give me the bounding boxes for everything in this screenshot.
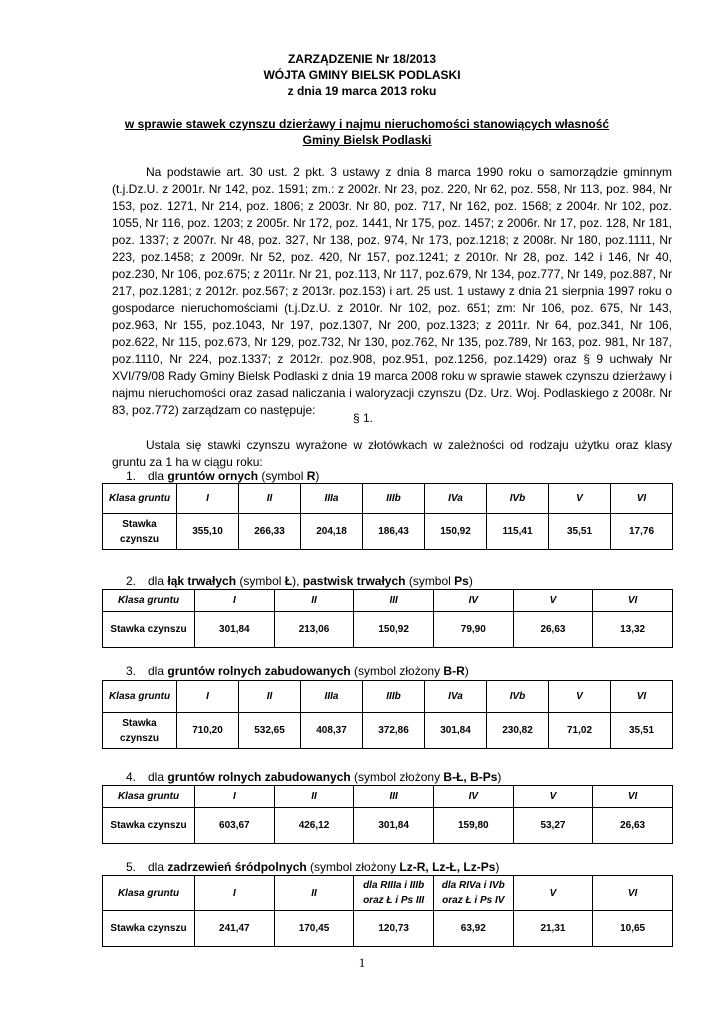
rate-value-cell: 150,92: [354, 612, 434, 648]
category-text: (symbol złożony: [306, 860, 400, 874]
rate-value-cell: 21,31: [513, 911, 593, 947]
table-header-row: [103, 876, 673, 911]
intro-paragraph: Ustala się stawki czynszu wyrażone w złotówkach w zależności od rodzaju użytku oraz klasy gruntu za 1 ha w ciągu roku:: [112, 438, 672, 469]
soil-class-cell: I: [195, 876, 275, 911]
soil-class-cell: V: [513, 786, 593, 808]
category-text: (symbol: [258, 469, 307, 483]
rate-value-cell: 159,80: [433, 808, 513, 844]
category-text: ): [315, 469, 320, 483]
soil-class-cell: V: [549, 681, 611, 713]
soil-class-cell: I: [195, 590, 275, 612]
rate-value-cell: 13,32: [593, 612, 673, 648]
category-number: 1.: [126, 469, 137, 483]
rate-value-cell: 115,41: [487, 514, 549, 550]
category-symbol-secondary: Ps: [454, 574, 469, 588]
soil-class-cell: IVa: [425, 681, 487, 713]
rate-value-cell: 35,51: [549, 514, 611, 550]
soil-class-cell: IIIb: [363, 484, 425, 514]
rate-value-cell: 603,67: [195, 808, 275, 844]
soil-class-cell: V: [513, 590, 593, 612]
soil-class-cell: VI: [593, 876, 673, 911]
soil-class-cell: II: [274, 786, 354, 808]
rate-value-cell: 204,18: [301, 514, 363, 550]
page-number: 1: [358, 955, 366, 970]
category-text: (symbol: [236, 574, 285, 588]
paragraph-mark: § 1.: [352, 411, 373, 425]
rate-label-cell: Stawka czynszu: [103, 514, 177, 550]
soil-class-cell: dla RIIIa i IIIb oraz Ł i Ps III: [354, 876, 434, 911]
soil-class-cell: II: [274, 590, 354, 612]
soil-class-cell: II: [274, 876, 354, 911]
category-symbol: R: [306, 469, 316, 483]
soil-class-cell: dla RIVa i IVb oraz Ł i Ps IV: [433, 876, 513, 911]
category-symbol: B-Ł, B-Ps: [443, 770, 498, 784]
rate-value-cell: 71,02: [549, 713, 611, 749]
soil-class-cell: IIIa: [301, 681, 363, 713]
soil-class-cell: VI: [593, 786, 673, 808]
rate-table: [102, 589, 673, 648]
soil-class-cell: IIIb: [363, 681, 425, 713]
soil-class-cell: IV: [433, 590, 513, 612]
soil-class-cell: III: [354, 786, 434, 808]
rate-value-cell: 426,12: [274, 808, 354, 844]
category-text: ),: [292, 574, 303, 588]
class-label-cell: Klasa gruntu: [103, 786, 195, 808]
category-text: dla: [148, 770, 168, 784]
category-heading: [126, 770, 501, 784]
category-heading: [126, 860, 499, 874]
category-text: ): [468, 574, 473, 588]
category-name-secondary: pastwisk trwałych: [302, 574, 406, 588]
rate-value-cell: 10,65: [593, 911, 673, 947]
rate-value-cell: 35,51: [611, 713, 673, 749]
document-date: z dnia 19 marca 2013 roku: [287, 84, 437, 98]
rate-table: [102, 785, 673, 844]
category-text: dla: [148, 860, 168, 874]
soil-class-cell: V: [549, 484, 611, 514]
rate-label-cell: Stawka czynszu: [103, 808, 195, 844]
soil-class-cell: I: [195, 786, 275, 808]
class-label-cell: Klasa gruntu: [103, 590, 195, 612]
soil-class-cell: IIIa: [301, 484, 363, 514]
table-row: [103, 612, 673, 648]
category-text: (symbol złożony: [350, 770, 444, 784]
rate-value-cell: 301,84: [425, 713, 487, 749]
category-number: 5.: [126, 860, 137, 874]
rate-value-cell: 372,86: [363, 713, 425, 749]
legal-basis-paragraph: Na podstawie art. 30 ust. 2 pkt. 3 ustawy z dnia 8 marca 1990 roku o samorządzie gminnym (t.j.Dz.U. z 2001r. Nr 142, poz. 1591; zm.: z 2002r. Nr 23, poz. 220, Nr 62, poz. 558, Nr 113, poz. 984, Nr 153, poz. 1271, Nr 214, poz. 1806; z 2003r. Nr 80, poz. 717, Nr 162, poz. 1568; z 2004r. Nr 102, poz. 1055, Nr 116, poz. 1203; z 2005r. Nr 172, poz. 1441, Nr 175, poz. 1457; z 2006r. Nr 17, poz. 128, Nr 181, poz. 1337; z 2007r. Nr 48, poz. 327, Nr 138, poz. 974, Nr 173, poz.1218; z 2008r. Nr 180, poz.1111, Nr 223, poz.1458; z 2009r. Nr 52, poz. 420, Nr 157, poz.1241; z 2010r. Nr 28, poz. 142 i 146, Nr 40, poz.230, Nr 106, poz.675; z 2011r. Nr 21, poz.113, Nr 117, poz.679, Nr 134, poz.777, Nr 149, poz.887, Nr 217, poz.1281; z 2012r. poz.567; z 2013r. poz.153) i art. 25 ust. 1 ustawy z dnia 21 sierpnia 1997 roku o gospodarce nieruchomościami (t.j.Dz.U. z 2010r. Nr 102, poz. 651; zm: Nr 106, poz. 675, Nr 143, poz.963, Nr 155, poz.1043, Nr 197, poz.1307, Nr 200, poz.1323; z 2011r. Nr 64, poz.341, Nr 106, poz.622, Nr 115, poz.673, Nr 129, poz.732, Nr 130, poz.762, Nr 135, poz.789, Nr 163, poz. 981, Nr 187, poz.1110, Nr 224, poz.1337; z 2012r. poz.908, poz.951, poz.1256, poz.1429) oraz § 9 uchwały Nr XVI/79/08 Rady Gminy Bielsk Podlaski z dnia 19 marca 2008 roku w sprawie stawek czynszu dzierżawy i najmu nieruchomości oraz zasad naliczania i waloryzacji czynszu (Dz. Urz. Woj. Podlaskiego z 2008r. Nr 83, poz.772) zarządzam co następuje:: [112, 165, 672, 417]
soil-class-cell: VI: [611, 484, 673, 514]
rate-value-cell: 170,45: [274, 911, 354, 947]
category-name: zadrzewień śródpolnych: [167, 860, 307, 874]
category-symbol: B-R: [443, 664, 465, 678]
rate-value-cell: 301,84: [354, 808, 434, 844]
table-row: [103, 808, 673, 844]
soil-class-cell: V: [513, 876, 593, 911]
rate-label-cell: Stawka czynszu: [103, 612, 195, 648]
rate-table: [102, 483, 673, 550]
soil-class-cell: IVb: [487, 484, 549, 514]
rate-value-cell: 53,27: [513, 808, 593, 844]
category-heading: [126, 574, 473, 588]
category-number: 4.: [126, 770, 137, 784]
category-name: gruntów rolnych zabudowanych: [167, 770, 351, 784]
soil-class-cell: II: [239, 484, 301, 514]
table-header-row: [103, 786, 673, 808]
soil-class-cell: VI: [611, 681, 673, 713]
rate-value-cell: 213,06: [274, 612, 354, 648]
category-text: dla: [148, 469, 168, 483]
rate-table: [102, 875, 673, 947]
soil-class-cell: IVb: [487, 681, 549, 713]
category-text: (symbol: [405, 574, 455, 588]
soil-class-cell: I: [177, 681, 239, 713]
rate-value-cell: 150,92: [425, 514, 487, 550]
soil-class-cell: II: [239, 681, 301, 713]
class-label-cell: Klasa gruntu: [103, 876, 195, 911]
class-label-cell: Klasa gruntu: [103, 681, 177, 713]
rate-value-cell: 241,47: [195, 911, 275, 947]
soil-class-cell: VI: [593, 590, 673, 612]
category-text: dla: [148, 664, 168, 678]
table-row: [103, 514, 673, 550]
rate-table: [102, 680, 673, 749]
rate-value-cell: 186,43: [363, 514, 425, 550]
category-text: ): [464, 664, 469, 678]
rate-label-cell: Stawka czynszu: [103, 713, 177, 749]
category-number: 3.: [126, 664, 137, 678]
rate-label-cell: Stawka czynszu: [103, 911, 195, 947]
table-row: [103, 713, 673, 749]
table-header-row: [103, 484, 673, 514]
category-text: dla: [148, 574, 168, 588]
category-name: łąk trwałych: [167, 574, 237, 588]
table-header-row: [103, 590, 673, 612]
class-label-cell: Klasa gruntu: [103, 484, 177, 514]
rate-value-cell: 79,90: [433, 612, 513, 648]
category-text: ): [497, 770, 502, 784]
rate-value-cell: 301,84: [195, 612, 275, 648]
document-issuer: WÓJTA GMINY BIELSK PODLASKI: [263, 68, 461, 82]
category-text: (symbol złożony: [350, 664, 444, 678]
soil-class-cell: III: [354, 590, 434, 612]
soil-class-cell: IV: [433, 786, 513, 808]
rate-value-cell: 532,65: [239, 713, 301, 749]
rate-value-cell: 120,73: [354, 911, 434, 947]
document-subject: w sprawie stawek czynszu dzierżawy i najmu nieruchomości stanowiących własność Gminy Bielsk Podlaski: [124, 117, 610, 147]
soil-class-cell: I: [177, 484, 239, 514]
category-symbol: Ł: [284, 574, 293, 588]
rate-value-cell: 230,82: [487, 713, 549, 749]
category-number: 2.: [126, 574, 137, 588]
document-title: ZARZĄDZENIE Nr 18/2013: [287, 52, 437, 66]
rate-value-cell: 355,10: [177, 514, 239, 550]
rate-value-cell: 26,63: [593, 808, 673, 844]
table-header-row: [103, 681, 673, 713]
rate-value-cell: 17,76: [611, 514, 673, 550]
rate-value-cell: 266,33: [239, 514, 301, 550]
rate-value-cell: 63,92: [433, 911, 513, 947]
table-row: [103, 911, 673, 947]
rate-value-cell: 26,63: [513, 612, 593, 648]
category-heading: [126, 469, 319, 483]
soil-class-cell: IVa: [425, 484, 487, 514]
category-text: ): [495, 860, 500, 874]
rate-value-cell: 710,20: [177, 713, 239, 749]
category-symbol: Lz-R, Lz-Ł, Lz-Ps: [399, 860, 496, 874]
rate-value-cell: 408,37: [301, 713, 363, 749]
category-name: gruntów ornych: [167, 469, 259, 483]
category-name: gruntów rolnych zabudowanych: [167, 664, 351, 678]
category-heading: [126, 664, 469, 678]
